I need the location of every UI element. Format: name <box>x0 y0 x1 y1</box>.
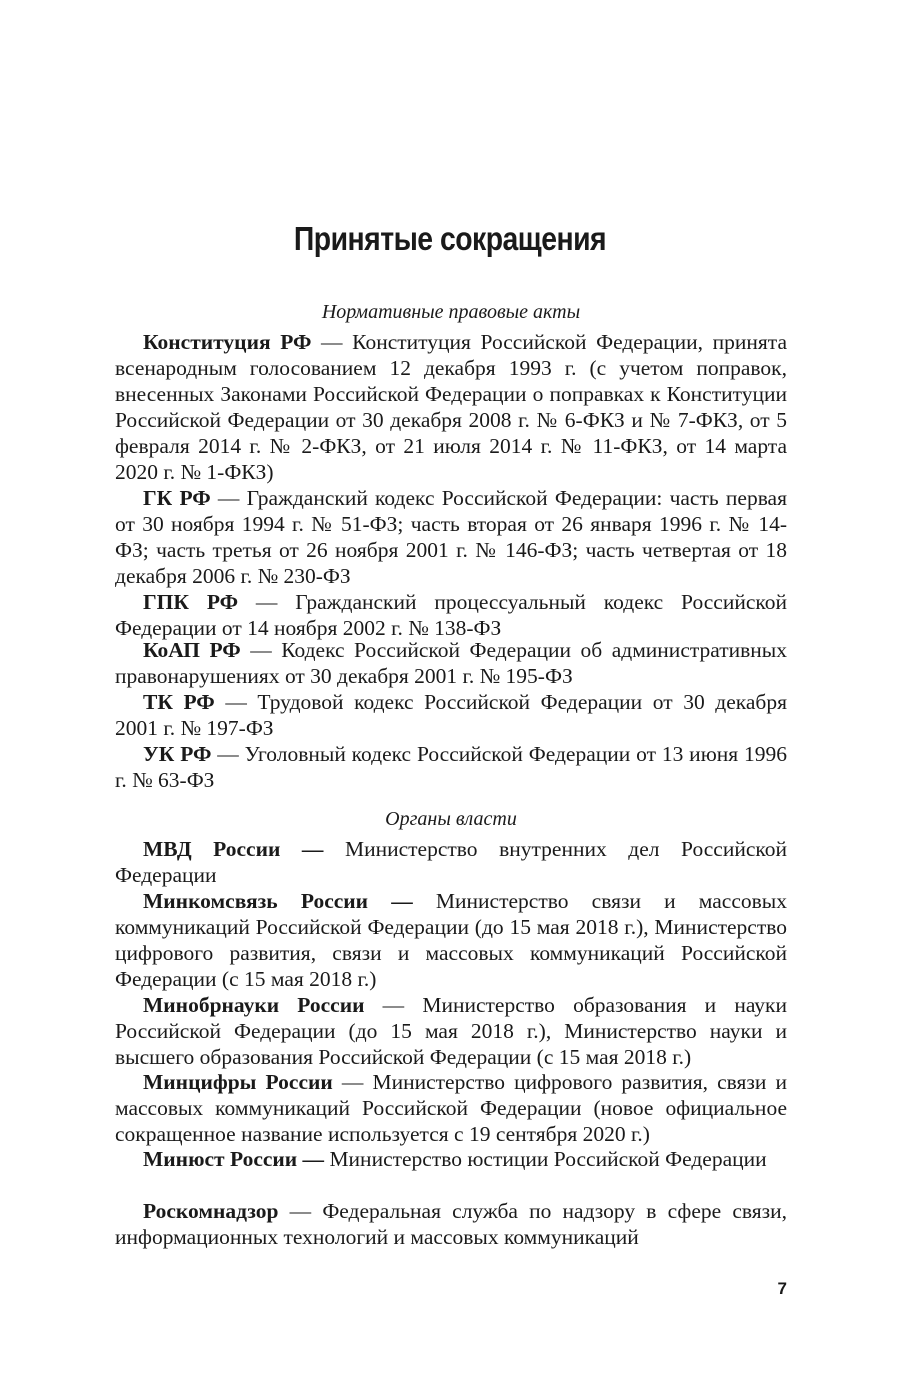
abbreviation-term: УК РФ <box>143 742 212 766</box>
entry-separator: — <box>211 742 245 766</box>
abbreviation-entry-roskomnadzor <box>115 1198 787 1250</box>
abbreviation-term: ГК РФ <box>143 486 211 510</box>
entry-separator: — <box>238 590 296 614</box>
abbreviation-entry-minkomsvyaz <box>115 888 787 992</box>
abbreviation-entry-administrative-code <box>115 637 787 689</box>
abbreviation-entry-minyust <box>115 1146 787 1172</box>
abbreviation-term: Минцифры России <box>143 1070 333 1094</box>
abbreviation-entry-civil-procedure-code <box>115 589 787 641</box>
abbreviation-term: Конституция РФ <box>143 330 312 354</box>
page-number: 7 <box>777 1279 787 1298</box>
abbreviation-term: Минкомсвязь России — <box>143 889 413 913</box>
entry-separator: — <box>311 330 353 354</box>
abbreviation-definition: Гражданский кодекс Российской Федерации: часть первая от 30 ноября 1994 г. № 51-ФЗ; часть вторая от 26 января 1996 г. № 14-ФЗ; часть третья от 26 ноября 2001 г. № 146-ФЗ; часть четвертая от 18 декабря 2006 г. № 230-ФЗ <box>115 486 787 588</box>
abbreviation-term: Роскомнадзор <box>143 1199 279 1223</box>
entry-separator: — <box>214 690 258 714</box>
abbreviation-definition: Федеральная служба по надзору в сфере связи, информационных технологий и массовых коммуникаций <box>115 1199 787 1249</box>
abbreviation-entry-civil-code <box>115 485 787 589</box>
abbreviation-definition: Министерство юстиции Российской Федерации <box>329 1147 767 1171</box>
abbreviation-entry-minobrnauki <box>115 992 787 1070</box>
entry-separator: — <box>210 486 247 510</box>
abbreviation-definition: Уголовный кодекс Российской Федерации от 13 июня 1996 г. № 63-ФЗ <box>115 742 787 792</box>
abbreviation-definition: Министерство цифрового развития, связи и массовых коммуникаций Российской Федерации (новое официальное сокращенное название используется с 19 сентября 2020 г.) <box>115 1070 788 1146</box>
abbreviation-term: МВД России — <box>143 837 324 861</box>
entry-separator: — <box>332 1070 373 1094</box>
abbreviation-entry-labor-code <box>115 689 787 741</box>
entry-separator: — <box>278 1199 323 1223</box>
entry-separator: — <box>364 993 423 1017</box>
abbreviation-entry-mvd <box>115 836 787 888</box>
abbreviation-definition: Трудовой кодекс Российской Федерации от 30 декабря 2001 г. № 197-ФЗ <box>115 690 787 740</box>
abbreviation-definition: Министерство образования и науки Российской Федерации (до 15 мая 2018 г.), Министерство науки и высшего образования Российской Федерации (с 15 мая 2018 г.) <box>115 993 788 1069</box>
abbreviation-term: ТК РФ <box>143 690 215 714</box>
abbreviation-entry-constitution <box>115 329 787 485</box>
entry-separator <box>323 837 345 861</box>
abbreviation-definition: Министерство связи и массовых коммуникаций Российской Федерации (до 15 мая 2018 г.), Министерство цифрового развития, связи и массовых коммуникаций Российской Федерации (с 15 мая 2018 г.) <box>115 889 787 991</box>
abbreviation-definition: Кодекс Российской Федерации об административных правонарушениях от 30 декабря 2001 г. № 195-ФЗ <box>115 638 788 688</box>
section-heading-authorities: Органы власти <box>385 808 517 830</box>
abbreviation-definition: Гражданский процессуальный кодекс Российской Федерации от 14 ноября 2002 г. № 138-ФЗ <box>115 590 787 640</box>
abbreviation-definition: Конституция Российской Федерации, принята всенародным голосованием 12 декабря 1993 г. (с учетом поправок, внесенных Законами Российской Федерации о поправках к Конституции Российской Федерации от 30 декабря 2008 г. № 6-ФКЗ и № 7-ФКЗ, от 5 февраля 2014 г. № 2-ФКЗ, от 21 июля 2014 г. № 11-ФКЗ, от 14 марта 2020 г. № 1-ФКЗ) <box>115 330 787 484</box>
abbreviation-entry-criminal-code <box>115 741 787 793</box>
entry-separator <box>413 889 436 913</box>
entry-separator: — <box>240 638 282 662</box>
abbreviation-term: КоАП РФ <box>143 638 241 662</box>
section-heading-normative-acts: Нормативные правовые акты <box>321 301 581 323</box>
abbreviation-entry-mintsifry <box>115 1069 787 1147</box>
abbreviation-term: Минюст России — <box>143 1147 325 1171</box>
abbreviation-definition: Министерство внутренних дел Российской Федерации <box>115 837 787 887</box>
abbreviation-term: ГПК РФ <box>143 590 239 614</box>
page-title: Принятые сокращения <box>293 220 607 257</box>
abbreviation-term: Минобрнауки России <box>143 993 365 1017</box>
